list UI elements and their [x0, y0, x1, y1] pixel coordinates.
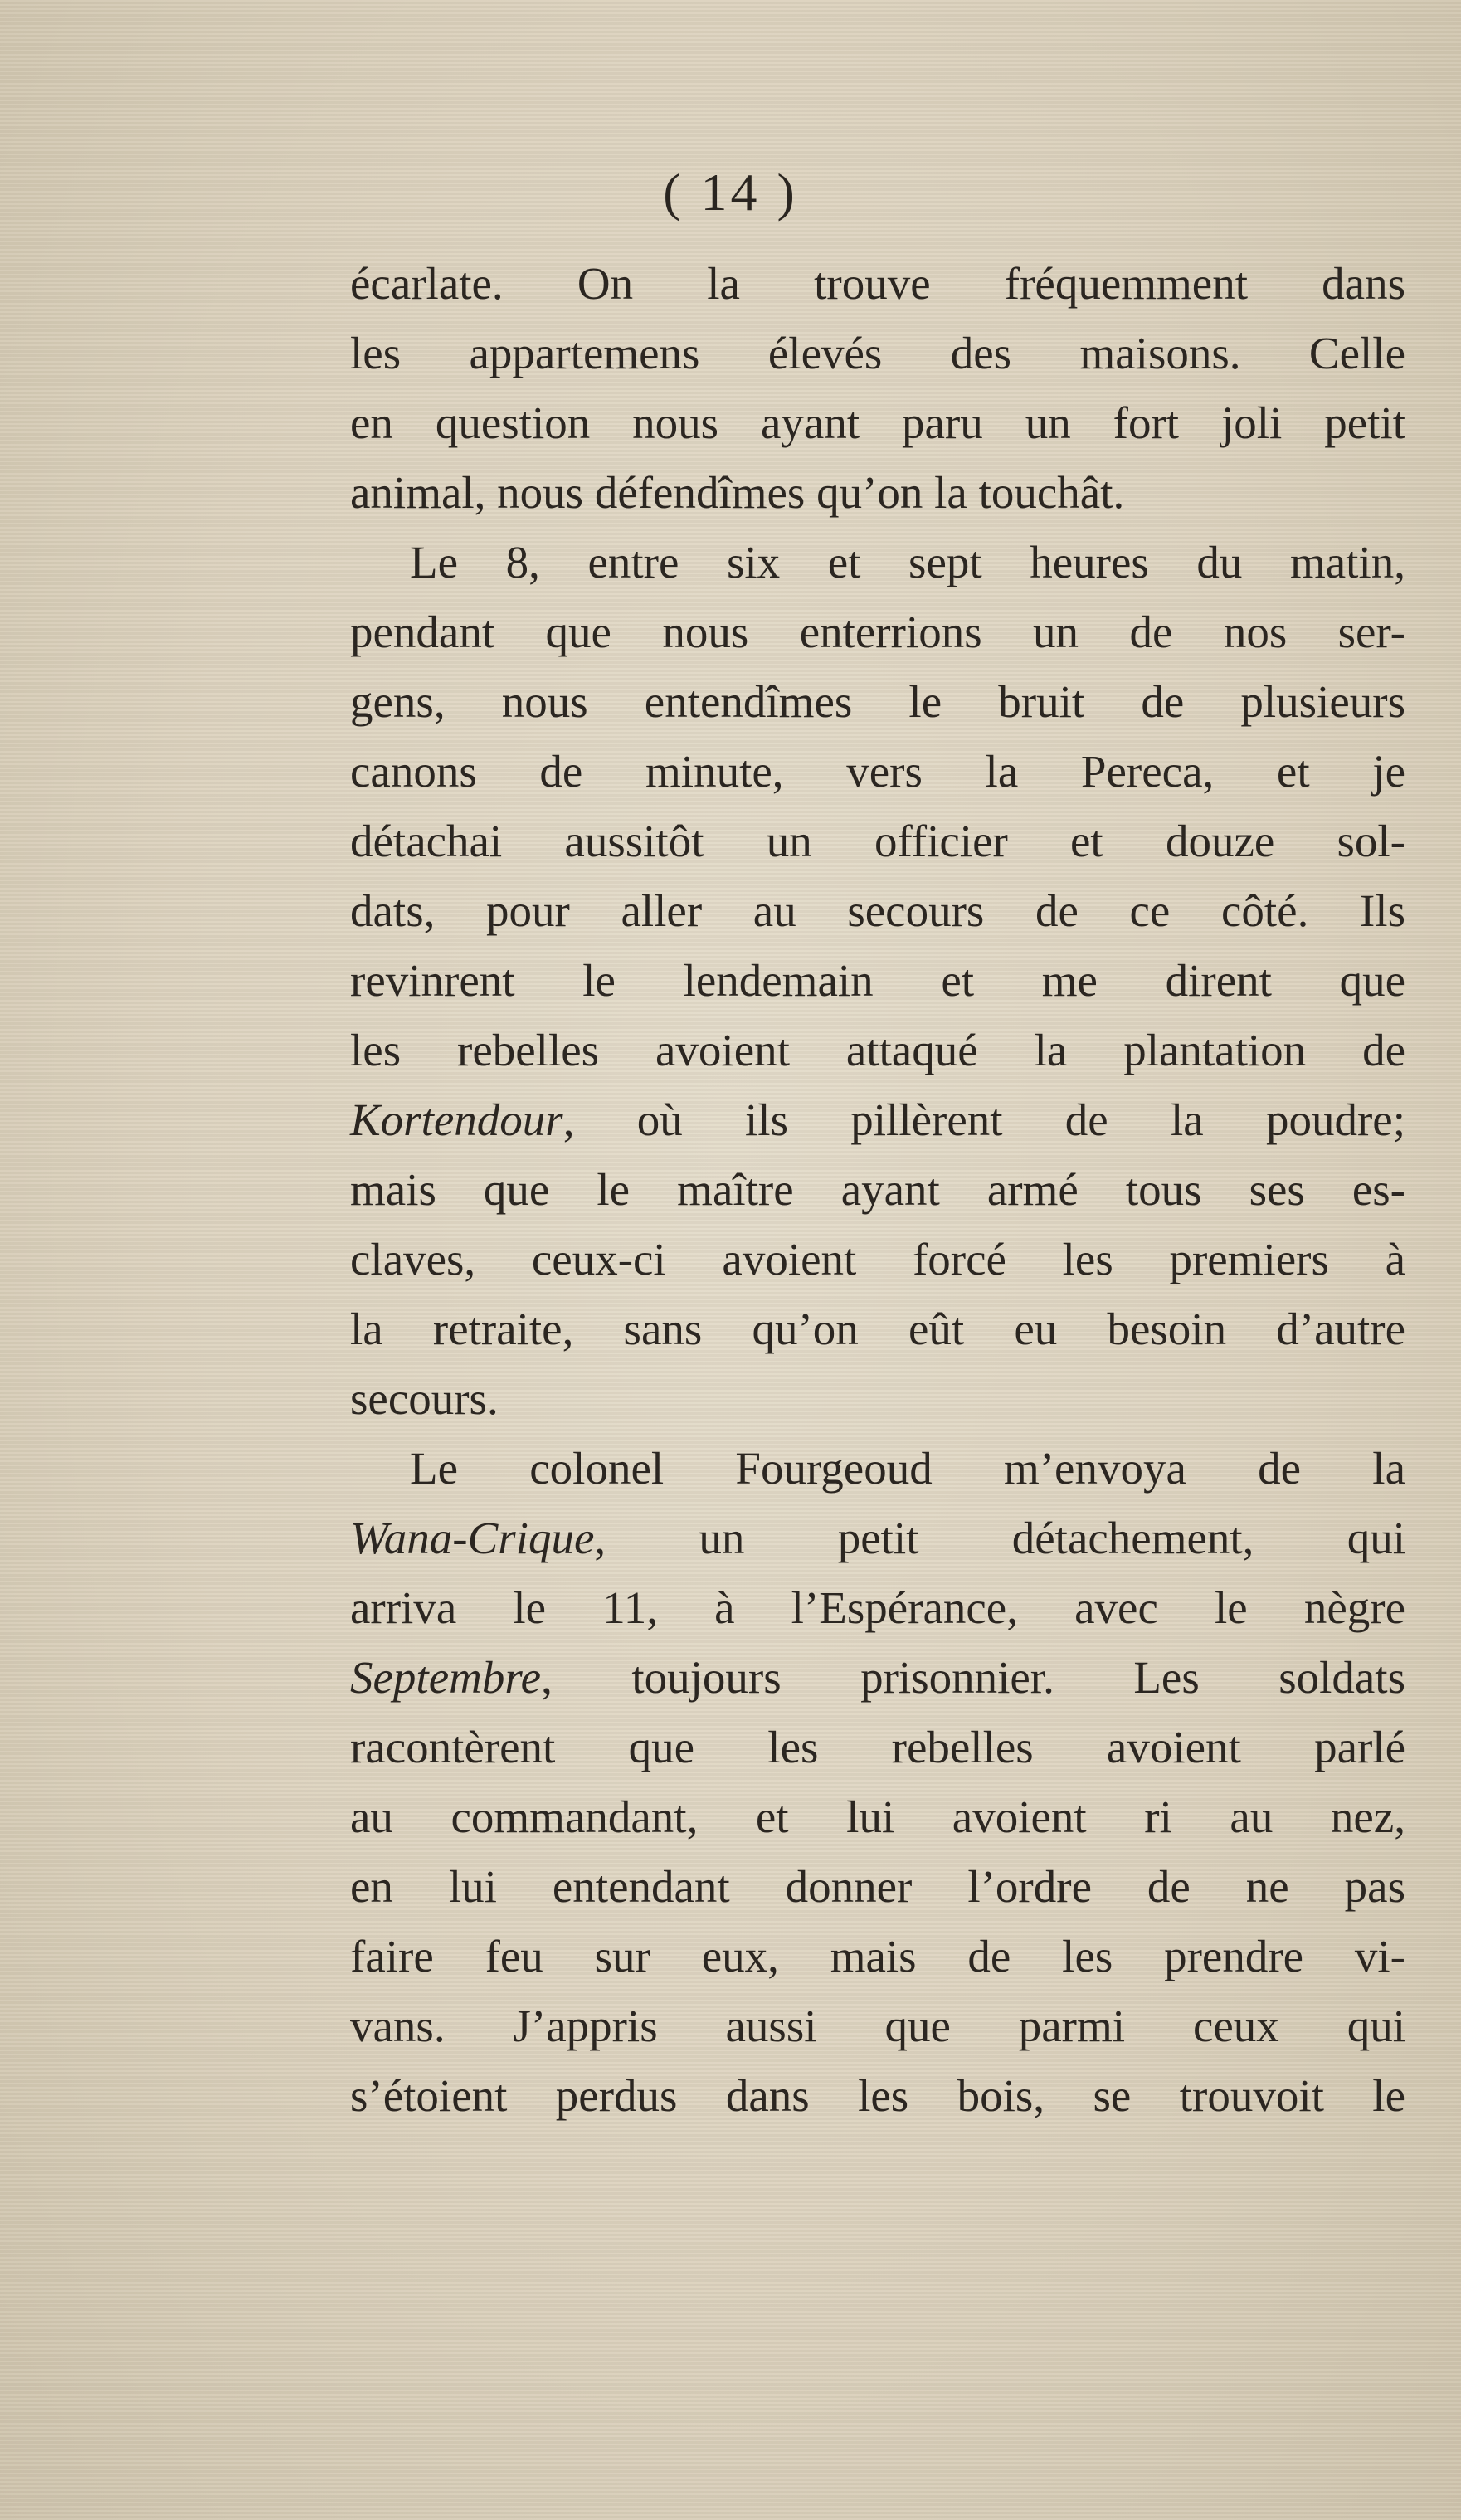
- text-line: claves, ceux-ci avoient forcé les premiers à: [350, 1234, 1405, 1284]
- page-number: ( 14 ): [663, 163, 798, 222]
- text-line: dats, pour aller au secours de ce côté. Ils: [350, 885, 1405, 936]
- text-line: gens, nous entendîmes le bruit de plusieurs: [350, 676, 1405, 727]
- text-line: détachai aussitôt un officier et douze sol-: [350, 816, 1405, 866]
- text-line: canons de minute, vers la Pereca, et je: [350, 746, 1405, 797]
- text-line: les appartemens élevés des maisons. Celle: [350, 328, 1405, 378]
- text-line: [350, 1504, 1405, 1573]
- italic-name: Wana-Crique: [350, 1513, 595, 1563]
- text-line: Le colonel Fourgeoud m’envoya de la: [410, 1443, 1405, 1494]
- text-line: faire feu sur eux, mais de les prendre vi-: [350, 1931, 1405, 1981]
- text-line: la retraite, sans qu’on eût eu besoin d’autre: [350, 1304, 1405, 1354]
- text-line: [350, 1643, 1405, 1713]
- italic-name: Kortendour: [350, 1094, 563, 1145]
- text-line: s’étoient perdus dans les bois, se trouvoit le: [350, 2070, 1405, 2121]
- text-line-post: , un petit détachement, qui: [594, 1513, 1405, 1563]
- text-line: écarlate. On la trouve fréquemment dans: [350, 258, 1405, 309]
- text-line: animal, nous défendîmes qu’on la touchât.: [350, 467, 1125, 518]
- text-line: en lui entendant donner l’ordre de ne pas: [350, 1861, 1405, 1912]
- text-line: pendant que nous enterrions un de nos ser-: [350, 607, 1405, 657]
- text-line: [350, 1085, 1405, 1155]
- text-line: les rebelles avoient attaqué la plantation de: [350, 1025, 1405, 1075]
- text-line: secours.: [350, 1373, 499, 1424]
- text-line: en question nous ayant paru un fort joli petit: [350, 397, 1405, 448]
- text-line: revinrent le lendemain et me dirent que: [350, 955, 1405, 1006]
- text-line: racontèrent que les rebelles avoient parlé: [350, 1722, 1405, 1772]
- text-line: mais que le maître ayant armé tous ses es-: [350, 1164, 1405, 1215]
- text-line: arriva le 11, à l’Espérance, avec le nègre: [350, 1582, 1405, 1633]
- italic-name: Septembre: [350, 1652, 542, 1703]
- text-line-post: , où ils pillèrent de la poudre;: [562, 1094, 1405, 1145]
- body-text: [350, 249, 1405, 2131]
- text-line: au commandant, et lui avoient ri au nez,: [350, 1791, 1405, 1842]
- text-line: Le 8, entre six et sept heures du matin,: [410, 537, 1405, 587]
- text-line-post: , toujours prisonnier. Les soldats: [541, 1652, 1405, 1703]
- text-line: vans. J’appris aussi que parmi ceux qui: [350, 2001, 1405, 2051]
